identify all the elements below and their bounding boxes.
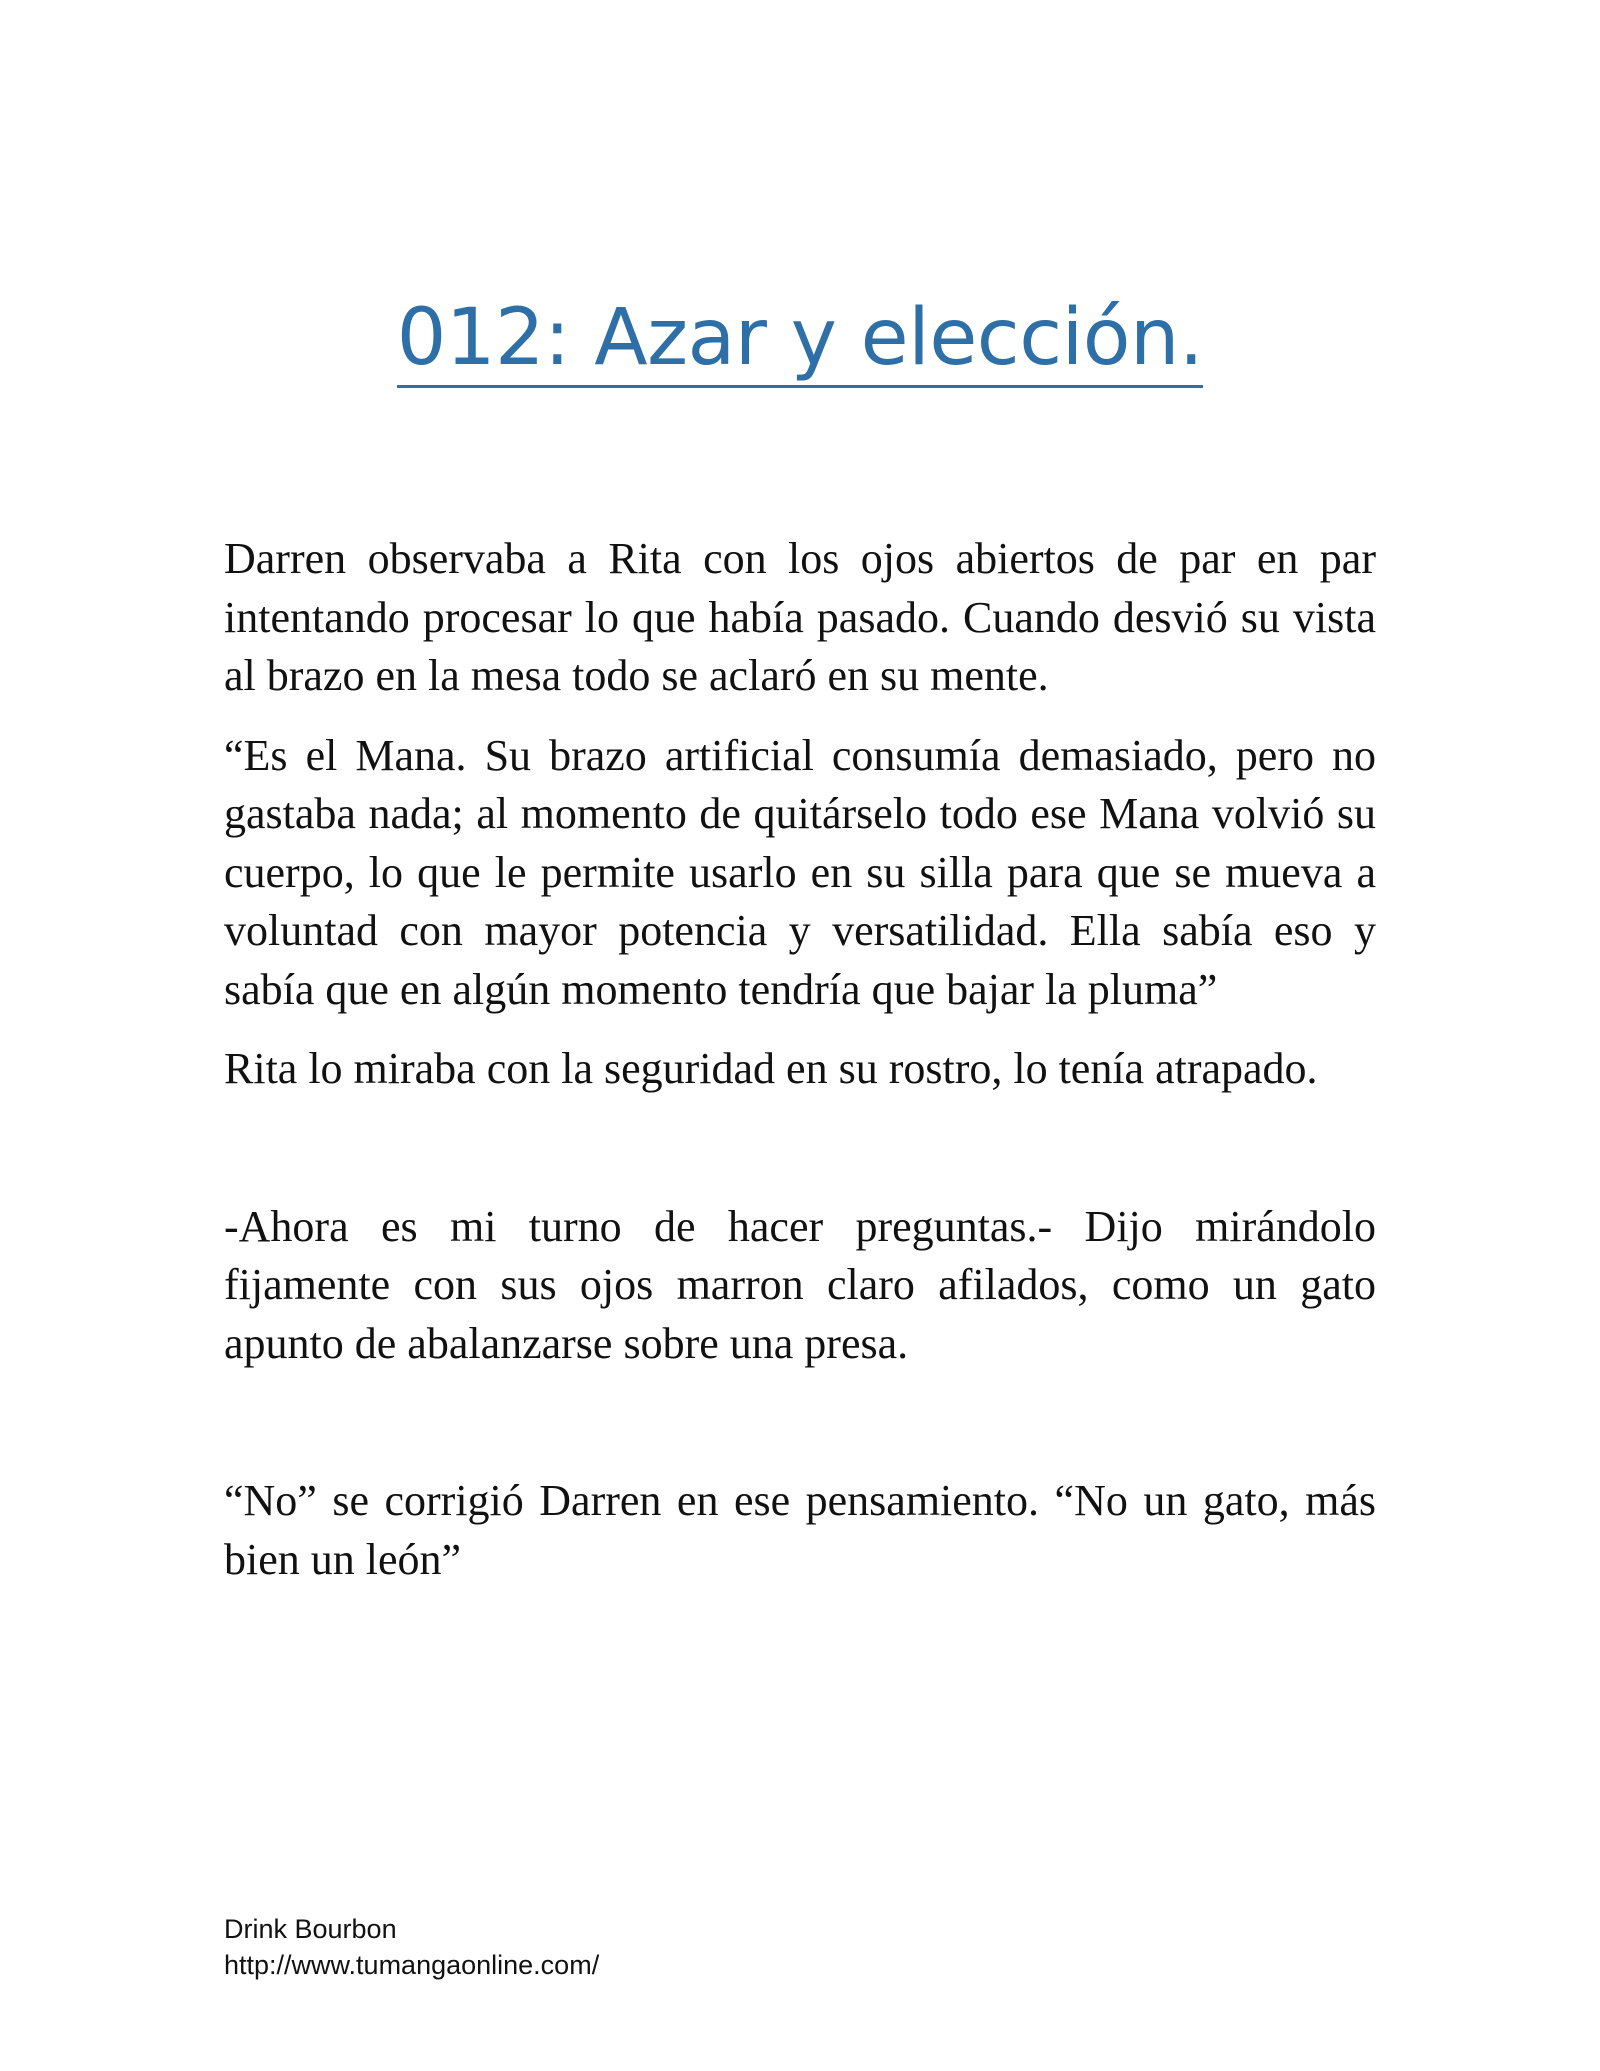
paragraph-4: -Ahora es mi turno de hacer preguntas.- Dijo mirándolo fijamente con sus ojos marron claro afilados, como un gato apunto de abalanzarse sobre una presa. — [224, 1201, 1376, 1368]
paragraph-2: “Es el Mana. Su brazo artificial consumía demasiado, pero no gastaba nada; al momento de quitárselo todo ese Mana volvió su cuerpo, lo que le permite usarlo en su silla para que se mueva a voluntad con mayor potencia y versatilidad. Ella sabía eso y sabía que en algún momento tendría que bajar la pluma” — [224, 730, 1376, 1014]
footer-author: Drink Bourbon — [224, 1914, 397, 1944]
footer-url: http://www.tumangaonline.com/ — [224, 1950, 600, 1980]
paragraph-1: Darren observaba a Rita con los ojos abiertos de par en par intentando procesar lo que había pasado. Cuando desvió su vista al brazo en la mesa todo se aclaró en su mente. — [224, 534, 1376, 700]
paragraph-5: “No” se corrigió Darren en ese pensamiento. “No un gato, más bien un león” — [224, 1476, 1376, 1584]
chapter-title-text: 012: Azar y elección. — [397, 293, 1203, 388]
page-footer — [224, 1911, 599, 1983]
chapter-body — [224, 530, 1376, 1589]
chapter-title — [0, 293, 1600, 383]
paragraph-3: Rita lo miraba con la seguridad en su rostro, lo tenía atrapado. — [224, 1044, 1318, 1093]
